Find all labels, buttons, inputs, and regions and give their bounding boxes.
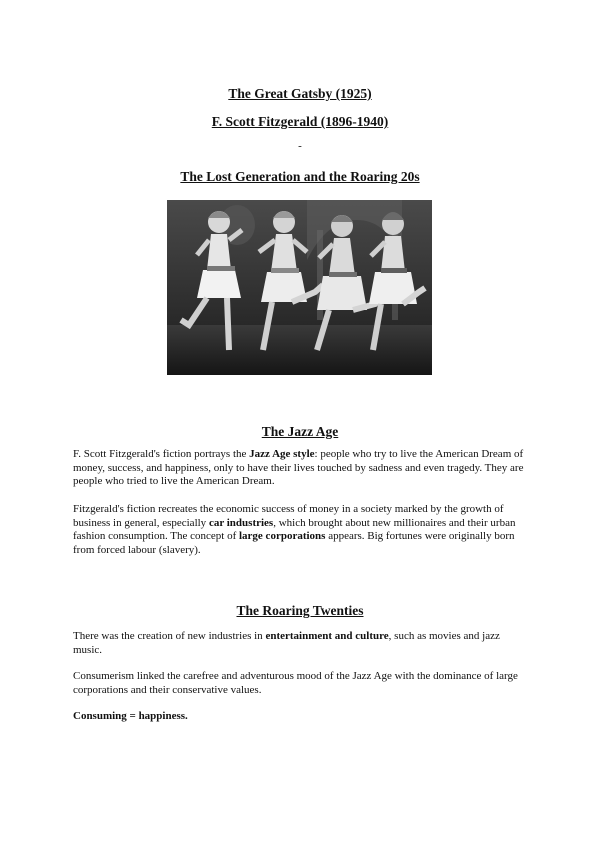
author-title: F. Scott Fitzgerald (1896-1940) — [211, 114, 389, 129]
text-run: appears. Big fortunes were originally born from forced labour (slavery). — [73, 530, 515, 556]
text-run: : people who try to live the American Dream of money, success, and happiness, only to have their lives touched by sadness and even tragedy. They are people who tried to live the American Dream. — [73, 448, 524, 488]
book-title: The Great Gatsby (1925) — [228, 86, 372, 101]
photo-illustration — [167, 200, 432, 375]
bold-text-run: Consuming = happiness. — [73, 710, 188, 722]
text-run: , which brought about new millionaires and their urban fashion consumption. The concept of — [73, 516, 516, 543]
bold-text-run: entertainment and culture — [265, 630, 389, 642]
jazz-age-paragraph-1 — [73, 448, 529, 489]
heading-roaring-twenties: The Roaring Twenties — [236, 603, 364, 618]
jazz-age-paragraph-2 — [73, 503, 529, 557]
bold-text-run: car industries — [208, 516, 274, 529]
bold-text-run: Jazz Age style — [249, 448, 315, 460]
roaring-paragraph-3 — [73, 710, 529, 724]
text-run: There was the creation of new industries in — [73, 630, 266, 642]
section-title-lost-generation: The Lost Generation and the Roaring 20s — [180, 169, 420, 184]
roaring-paragraph-1 — [73, 630, 529, 657]
roaring-paragraph-2: Consumerism linked the carefree and adventurous mood of the Jazz Age with the dominance of large corporations and their conservative values. — [73, 670, 518, 696]
text-run: Fitzgerald's fiction recreates the economic success of money in a society marked by the growth of business in general, especially — [73, 503, 504, 529]
text-run: F. Scott Fitzgerald's fiction portrays the — [73, 448, 250, 460]
separator-dash: - — [298, 140, 302, 152]
bold-text-run: large corporations — [238, 530, 326, 543]
text-run: , such as movies and jazz music. — [73, 630, 500, 656]
flapper-dancers-photo — [167, 200, 432, 375]
heading-jazz-age: The Jazz Age — [261, 424, 339, 439]
